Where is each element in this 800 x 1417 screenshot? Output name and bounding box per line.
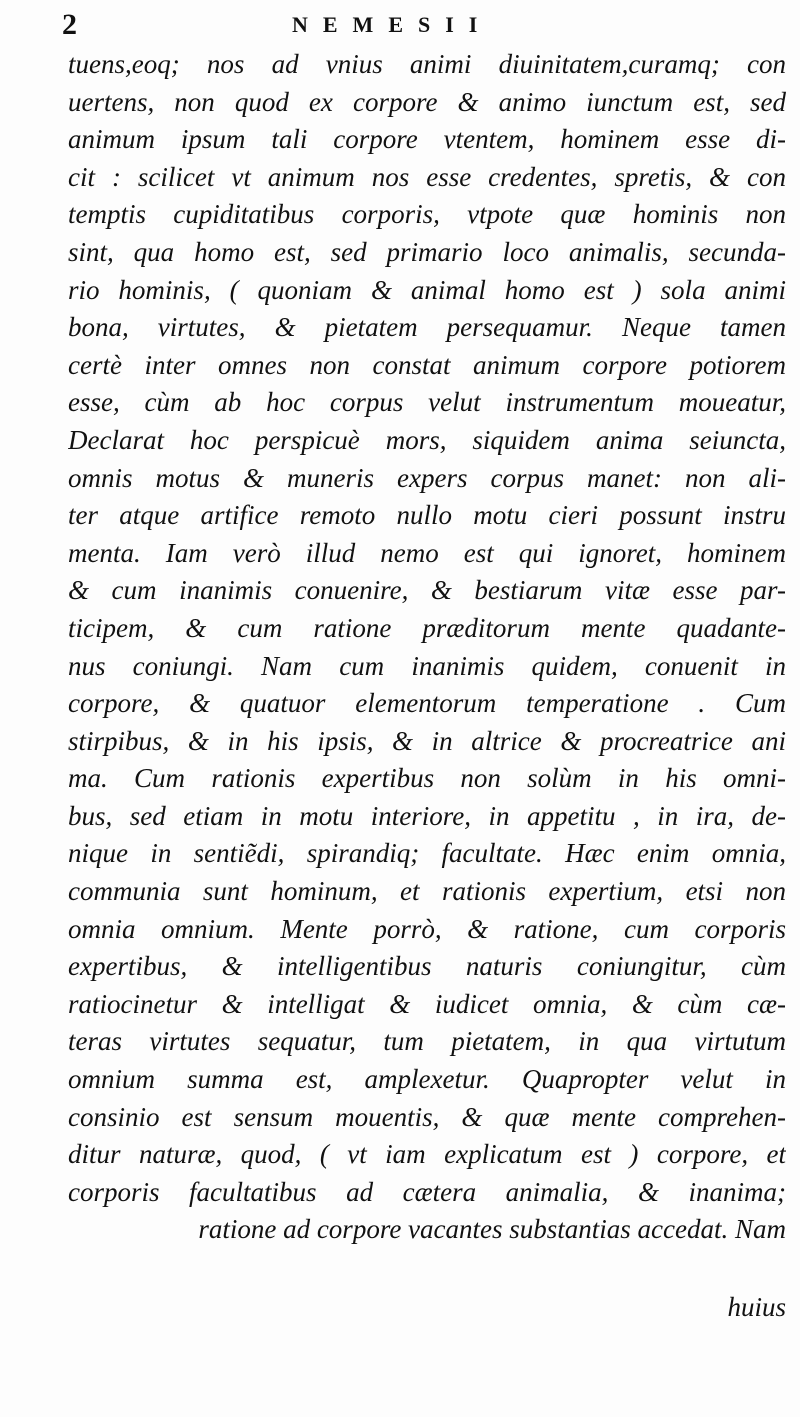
text-line: uertens, non quod ex corpore & animo iunctum est, sed: [68, 86, 786, 117]
text-line: animum ipsum tali corpore vtentem, hominem esse di-: [68, 124, 786, 155]
text-line: cit : scilicet vt animum nos esse credentes, spretis, & con: [68, 161, 786, 192]
text-line: nus coniungi. Nam cum inanimis quidem, conuenit in: [68, 650, 786, 681]
body-text: [68, 46, 786, 1249]
text-line: ratiocinetur & intelligat & iudicet omnia, & cùm cæ-: [68, 988, 786, 1019]
text-line: teras virtutes sequatur, tum pietatem, in qua virtutum: [68, 1026, 786, 1057]
text-line: menta. Iam verò illud nemo est qui ignoret, hominem: [68, 537, 786, 568]
page-number: 2: [62, 8, 77, 41]
text-line: sint, qua homo est, sed primario loco animalis, secunda-: [68, 236, 786, 267]
text-line: Declarat hoc perspicuè mors, siquidem anima seiuncta,: [68, 424, 786, 455]
text-line: ratione ad corpore vacantes substantias accedat. Nam: [198, 1214, 786, 1245]
text-line: & cum inanimis conuenire, & bestiarum vitæ esse par-: [68, 575, 786, 606]
text-line: omnium summa est, amplexetur. Quapropter velut in: [68, 1064, 786, 1095]
catchword: huius: [727, 1292, 786, 1322]
text-line: omnis motus & muneris expers corpus manet: non ali-: [68, 462, 786, 493]
text-line: corpore, & quatuor elementorum temperatione . Cum: [68, 688, 786, 719]
text-line: ma. Cum rationis expertibus non solùm in his omni-: [68, 763, 786, 794]
text-line: stirpibus, & in his ipsis, & in altrice & procreatrice ani: [68, 725, 786, 756]
running-head: NEMESII: [292, 12, 493, 37]
text-line: esse, cùm ab hoc corpus velut instrumentum moueatur,: [68, 387, 786, 418]
text-line: communia sunt hominum, et rationis expertium, etsi non: [68, 876, 786, 907]
text-line: temptis cupiditatibus corporis, vtpote quæ hominis non: [68, 199, 786, 230]
text-line: omnia omnium. Mente porrò, & ratione, cum corporis: [68, 913, 786, 944]
text-line: bona, virtutes, & pietatem persequamur. Neque tamen: [68, 312, 786, 343]
text-line: consinio est sensum mouentis, & quæ mente comprehen-: [68, 1101, 786, 1132]
text-line: bus, sed etiam in motu interiore, in appetitu , in ira, de-: [68, 800, 786, 831]
text-line: nique in sentiẽdi, spirandiq; facultate. Hæc enim omnia,: [68, 838, 786, 869]
text-line: expertibus, & intelligentibus naturis coniungitur, cùm: [68, 951, 786, 982]
text-line: corporis facultatibus ad cætera animalia, & inanima;: [68, 1176, 786, 1207]
text-line: certè inter omnes non constat animum corpore potiorem: [68, 349, 786, 380]
text-line: ticipem, & cum ratione præditorum mente quadante-: [68, 612, 786, 643]
page-header: [62, 8, 782, 48]
text-line: ter atque artifice remoto nullo motu cieri possunt instru: [68, 500, 786, 531]
text-line: tuens,eoq; nos ad vnius animi diuinitatem,curamq; con: [68, 49, 786, 79]
text-line: rio hominis, ( quoniam & animal homo est ) sola animi: [68, 274, 786, 305]
text-line: ditur naturæ, quod, ( vt iam explicatum est ) corpore, et: [68, 1139, 786, 1170]
